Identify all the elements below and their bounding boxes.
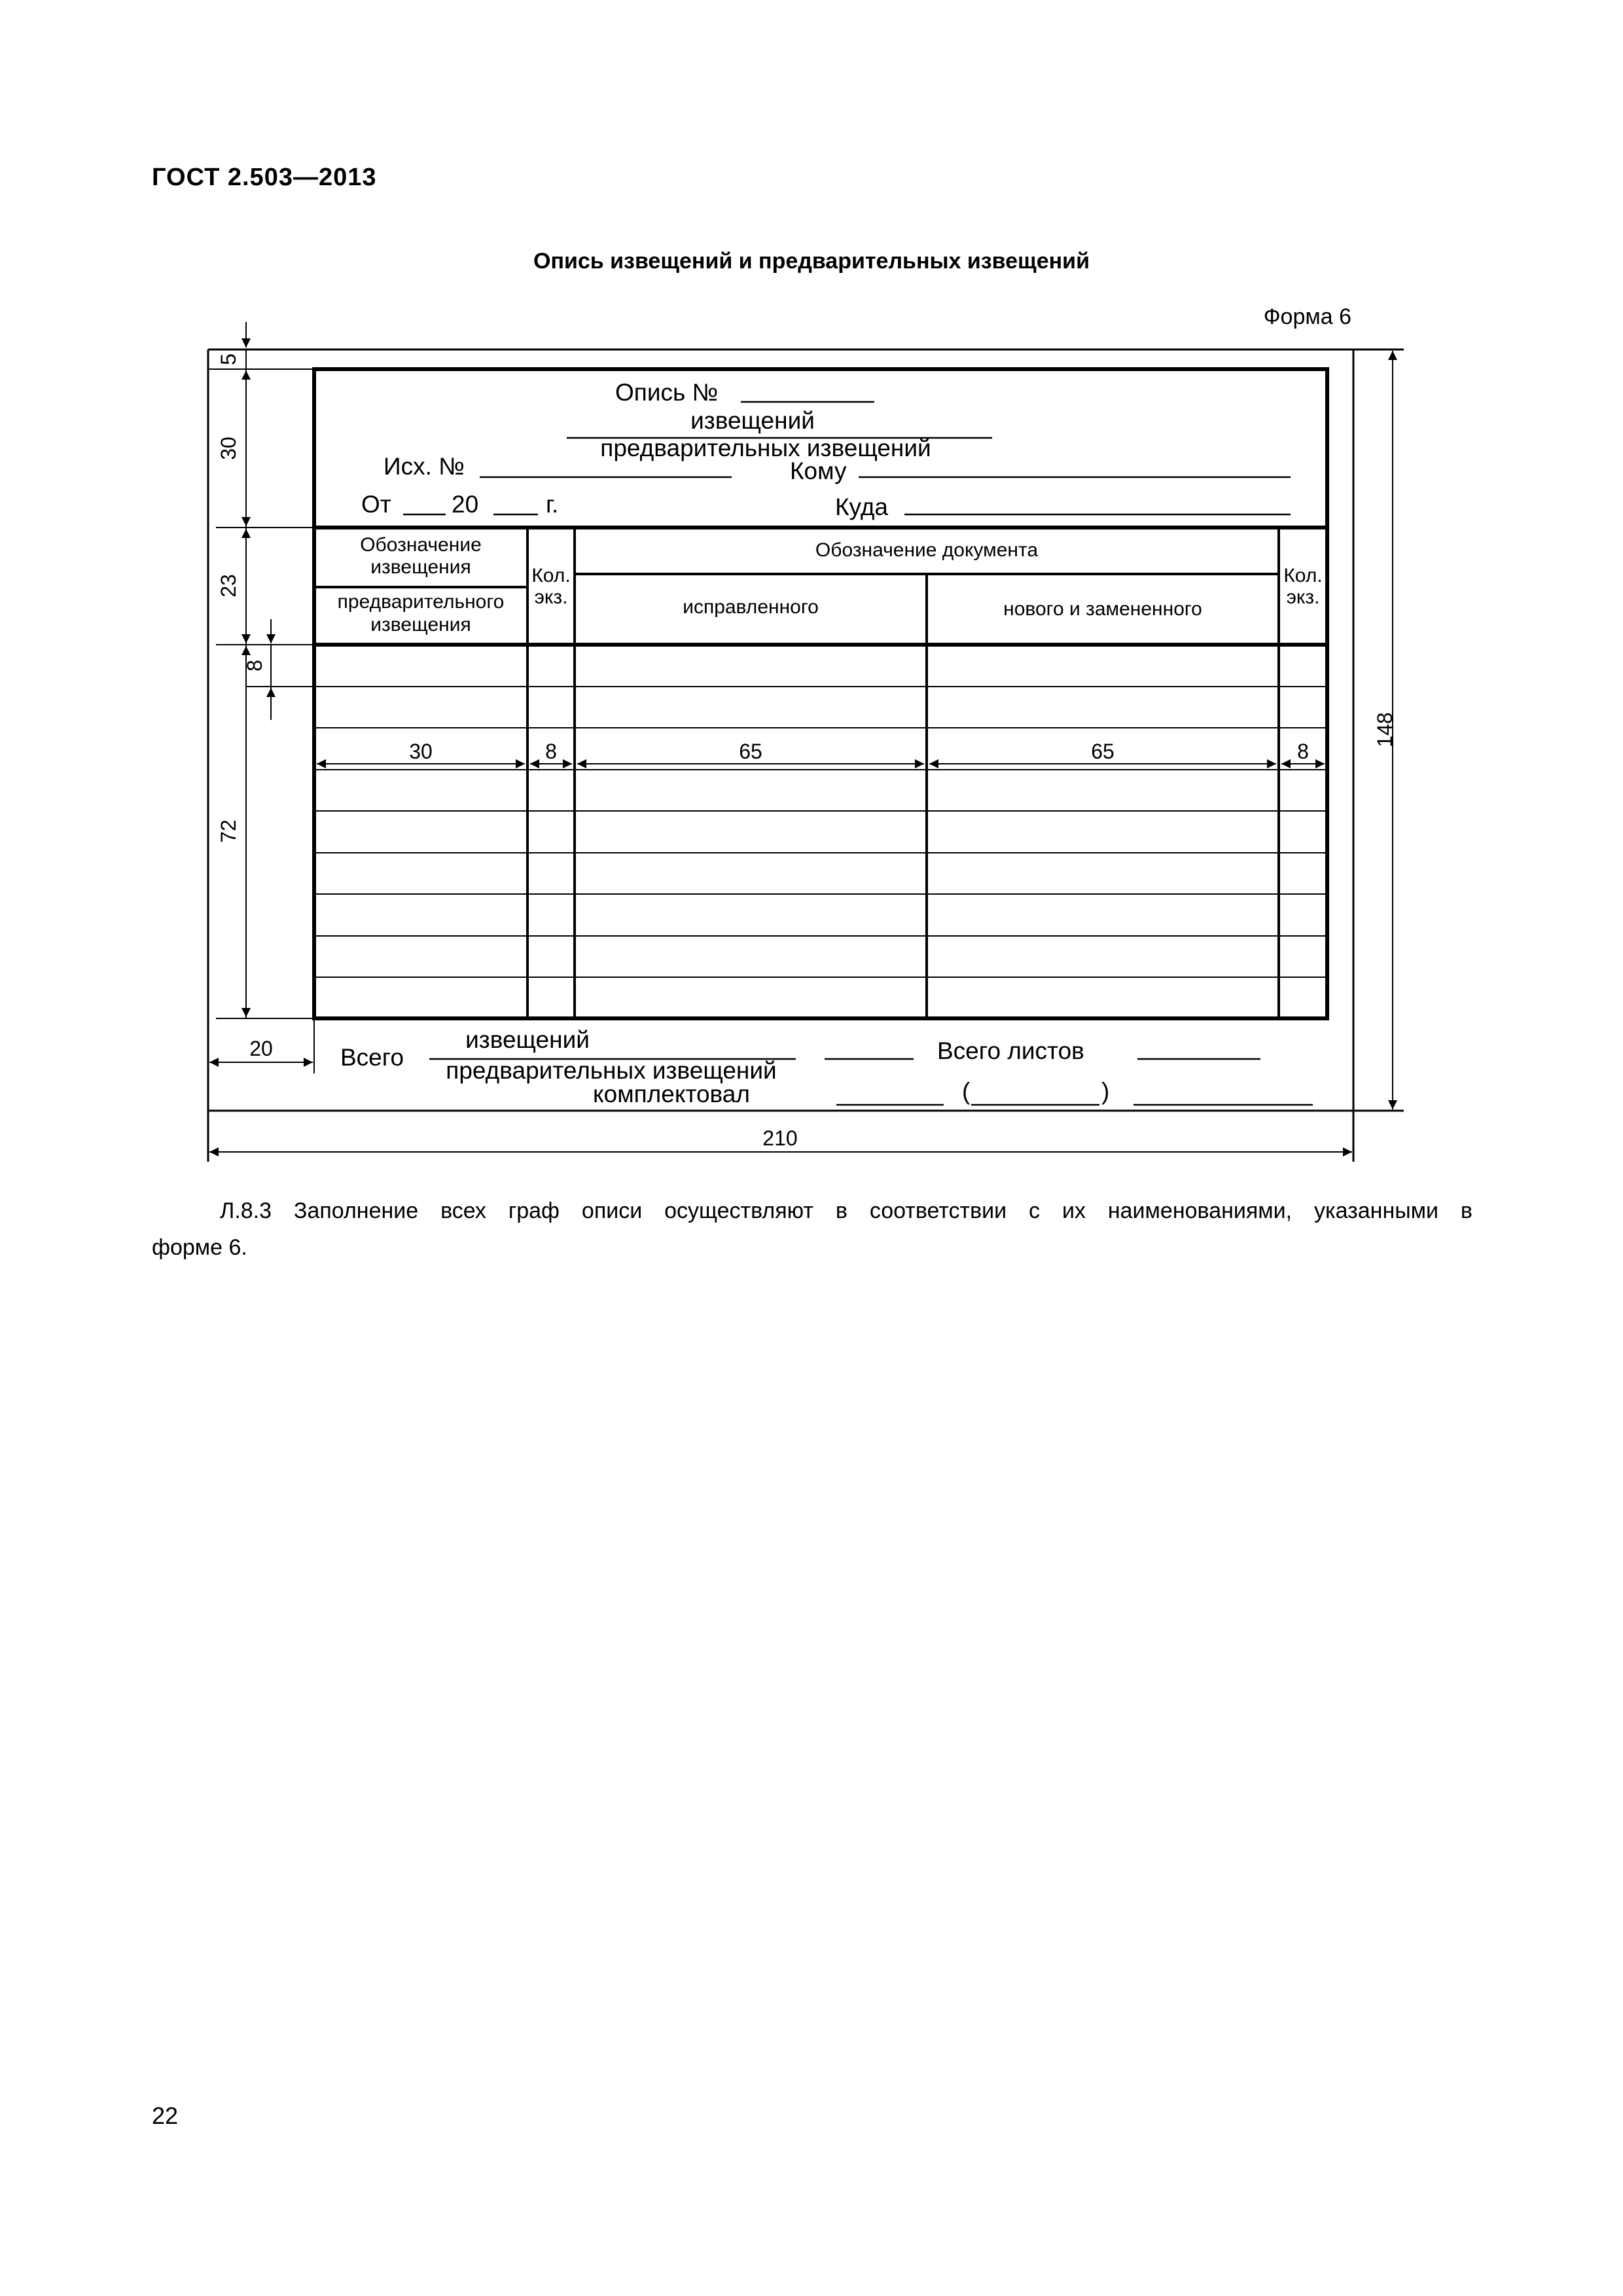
dim-col-4: 65 [1091, 740, 1115, 763]
compiled-label: комплектовал [593, 1081, 750, 1107]
page-number: 22 [152, 2102, 179, 2129]
dim-col-3: 65 [739, 740, 762, 763]
where-label: Куда [835, 493, 888, 520]
dim-heading-height: 30 [217, 437, 240, 460]
dim-col-5: 8 [1297, 740, 1309, 763]
col1-bottom-line2: извещения [370, 614, 471, 636]
dim-total-height: 148 [1373, 712, 1397, 747]
paren-open: ( [962, 1078, 971, 1105]
footer-notices-label: извещений [465, 1026, 590, 1053]
document-header: ГОСТ 2.503—2013 [152, 164, 377, 191]
qty-right-line1: Кол. [1283, 565, 1323, 586]
year-suffix: г. [546, 491, 559, 518]
notices-label: извещений [690, 407, 815, 434]
qty-left-line1: Кол. [531, 565, 571, 586]
qty-left-line2: экз. [534, 586, 568, 608]
to-whom-label: Кому [790, 457, 847, 484]
from-label: От [361, 491, 391, 518]
dim-col-2: 8 [545, 740, 557, 763]
year-prefix: 20 [452, 491, 479, 518]
new-replaced-header: нового и замененного [1003, 598, 1202, 620]
document-title: Опись извещений и предварительных извещений [533, 249, 1090, 274]
dim-header-row-height: 23 [217, 574, 240, 598]
corrected-header: исправленного [683, 596, 819, 618]
dim-left-margin: 20 [249, 1037, 273, 1060]
col1-top-line2: извещения [370, 556, 471, 578]
inventory-number-label: Опись № [615, 379, 719, 406]
footer-preliminary-label: предварительных извещений [446, 1057, 777, 1084]
paren-close: ) [1101, 1078, 1110, 1105]
dim-col-1: 30 [409, 740, 433, 763]
dim-body-height: 72 [217, 819, 240, 843]
dim-top-margin: 5 [217, 353, 240, 365]
qty-right-line2: экз. [1286, 586, 1320, 608]
paragraph-line-1: Л.8.3 Заполнение всех граф описи осуществляют в соответствии с их наименованиями, указанными в [220, 1198, 1472, 1223]
col1-top-line1: Обозначение [360, 534, 482, 556]
paragraph-line-2: форме 6. [152, 1235, 247, 1260]
total-sheets-label: Всего листов [937, 1037, 1084, 1064]
footer-total-label: Всего [340, 1044, 404, 1071]
dim-row-height: 8 [243, 660, 266, 672]
outgoing-number-label: Исх. № [383, 453, 465, 480]
dim-total-width: 210 [762, 1126, 798, 1150]
col1-bottom-line1: предварительного [337, 591, 505, 613]
preliminary-notices-label: предварительных извещений [600, 435, 931, 461]
form-number-label: Форма 6 [1263, 304, 1351, 329]
body-paragraph [152, 1193, 1472, 1266]
doc-designation-header: Обозначение документа [815, 539, 1039, 561]
